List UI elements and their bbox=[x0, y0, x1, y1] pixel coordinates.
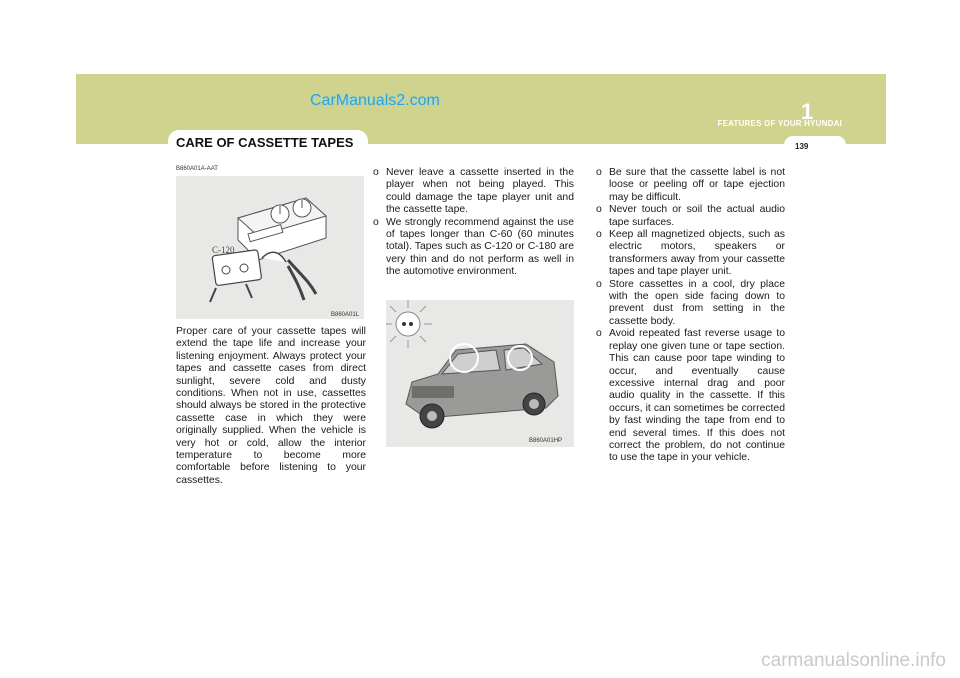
right-bullet-list bbox=[596, 167, 785, 465]
footer-watermark[interactable]: carmanualsonline.info bbox=[761, 650, 946, 671]
list-item: o Avoid repeated fast reverse usage to replay one given tune or tape section. This can cause poor tape winding to occur, and eventually cause excessive internal drag and poor audio quality in the cassette. If this occurs, it can sometimes be corrected by fast winding the tape from end to end several times. If this does not correct the problem, do not continue to use the tape in your vehicle. bbox=[596, 328, 785, 464]
body-paragraph: Proper care of your cassette tapes will extend the tape life and increase your listening enjoyment. Always protect your tapes and cassette cases from direct sunlight, severe cold and dusty conditions. When not in use, cassettes should always be stored in the protective cassette case in which they were originally supplied. When the vehicle is very hot or cold, allow the interior temperature to become more comfortable before listening to your cassettes. bbox=[176, 326, 366, 486]
cassette-illustration bbox=[176, 176, 364, 319]
section-code: B860A01A-AAT bbox=[176, 166, 218, 172]
middle-bullet-list bbox=[373, 167, 574, 279]
list-item: o Never touch or soil the actual audio tape surfaces. bbox=[596, 204, 785, 228]
list-item: o Keep all magnetized objects, such as electric motors, speakers or transformers away from your cassette tapes and tape player unit. bbox=[596, 229, 785, 278]
watermark-text[interactable]: CarManuals2.com bbox=[310, 92, 440, 109]
chapter-number: 1 bbox=[801, 99, 814, 124]
sun-icon bbox=[386, 300, 432, 348]
vehicle-sun-illustration bbox=[386, 300, 574, 447]
figure-caption: B860A01L bbox=[331, 312, 360, 318]
vehicle-drawing bbox=[386, 300, 574, 447]
list-item: o Store cassettes in a cool, dry place with the open side facing down to prevent dust from setting in the cassette body. bbox=[596, 278, 785, 327]
list-item: o Never leave a cassette inserted in the player when not being played. This could damage the tape player unit and the cassette tape. bbox=[373, 167, 574, 216]
chapter-title: FEATURES OF YOUR HYUNDAI bbox=[717, 119, 842, 128]
list-item: o We strongly recommend against the use of tapes longer than C-60 (60 minutes total). Tapes such as C-120 or C-180 are very thin and do not perform as well in the automotive environment. bbox=[373, 216, 574, 278]
figure-caption: B860A01HP bbox=[529, 438, 563, 444]
suv-icon bbox=[406, 344, 558, 428]
page-number: 139 bbox=[795, 142, 809, 151]
cassette-player-drawing bbox=[176, 176, 364, 319]
cassette-label: C-120 bbox=[212, 245, 235, 255]
list-item: o Be sure that the cassette label is not loose or peeling off or tape ejection may be difficult. bbox=[596, 167, 785, 203]
section-title: CARE OF CASSETTE TAPES bbox=[176, 135, 354, 150]
page-number-tab bbox=[784, 136, 846, 153]
